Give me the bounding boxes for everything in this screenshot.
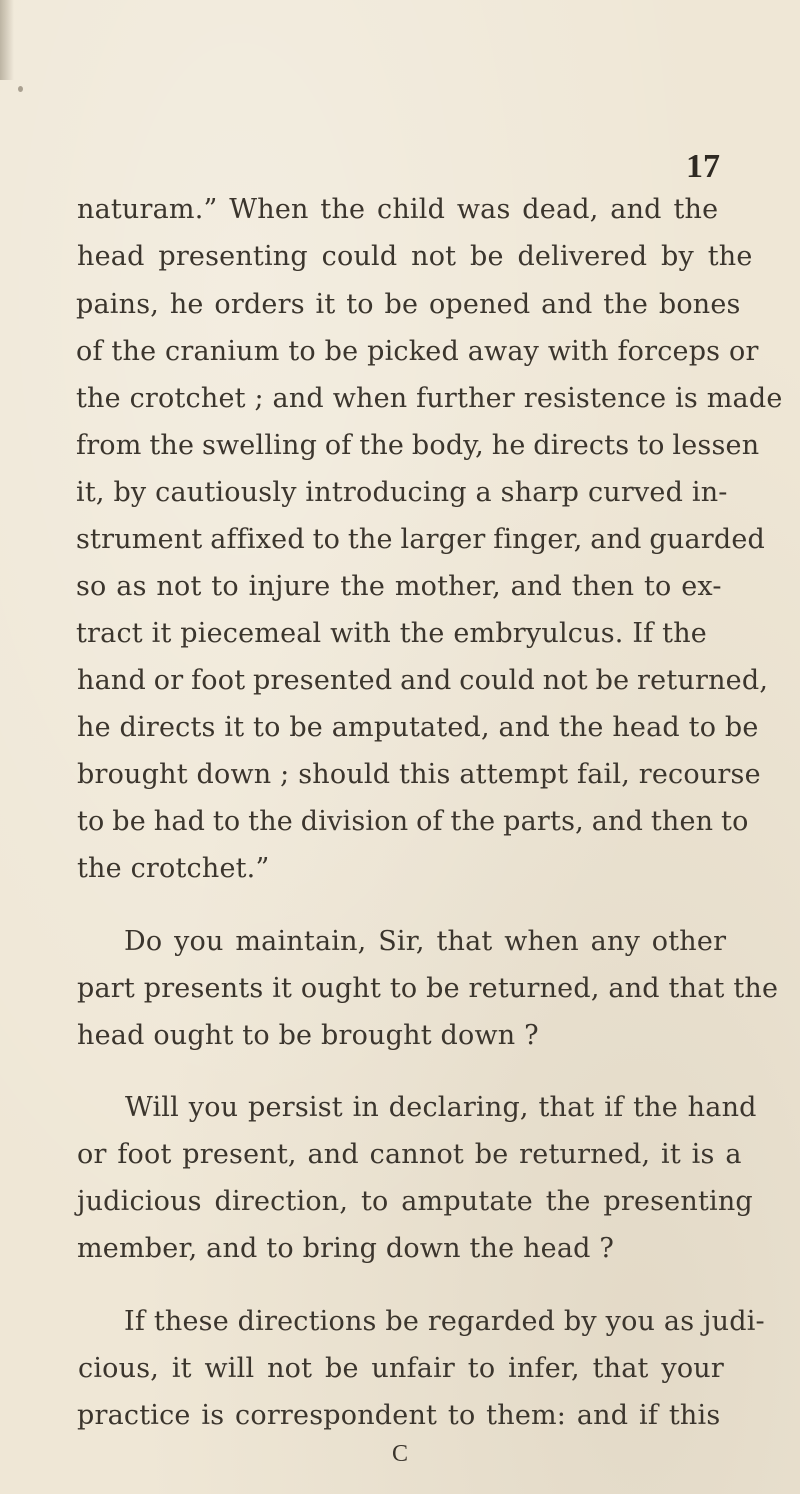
page-edge-shadow [0, 0, 14, 80]
text-line: head ought to be brought down ? [77, 1020, 539, 1051]
text-line: judicious direction, to amputate the presenting [77, 1186, 753, 1217]
page-number: 17 [686, 148, 720, 185]
text-line: brought down ; should this attempt fail, recourse [77, 759, 761, 790]
text-line: cious, it will not be unfair to infer, that your [78, 1353, 724, 1384]
text-line: or foot present, and cannot be returned, it is a [77, 1139, 742, 1170]
text-line: from the swelling of the body, he directs to lessen [76, 430, 760, 461]
text-line: tract it piecemeal with the embryulcus. If the [76, 618, 707, 649]
text-line: the crotchet ; and when further resistence is made [76, 383, 783, 414]
text-line: the crotchet.” [77, 853, 270, 884]
text-line: practice is correspondent to them: and if this [77, 1400, 721, 1431]
text-line: If these directions be regarded by you as judi- [124, 1306, 765, 1337]
text-line: part presents it ought to be returned, and that the [77, 973, 779, 1004]
text-line: hand or foot presented and could not be returned, [77, 665, 769, 696]
text-line: naturam.” When the child was dead, and the [77, 194, 719, 225]
text-line: it, by cautiously introducing a sharp curved in- [76, 477, 728, 508]
text-line: of the cranium to be picked away with forceps or [76, 336, 759, 367]
text-line: member, and to bring down the head ? [77, 1233, 615, 1264]
text-line: so as not to injure the mother, and then to ex- [76, 571, 722, 602]
text-line: pains, he orders it to be opened and the bones [76, 289, 741, 320]
text-line: to be had to the division of the parts, and then to [77, 806, 749, 837]
paper-speck [18, 86, 23, 92]
signature-mark: C [392, 1441, 409, 1467]
text-line: strument affixed to the larger finger, and guarded [76, 524, 766, 555]
text-line: Do you maintain, Sir, that when any other [124, 926, 727, 957]
text-line: he directs it to be amputated, and the head to be [77, 712, 759, 743]
text-line: head presenting could not be delivered by the [77, 241, 753, 272]
text-line: Will you persist in declaring, that if the hand [125, 1092, 757, 1123]
